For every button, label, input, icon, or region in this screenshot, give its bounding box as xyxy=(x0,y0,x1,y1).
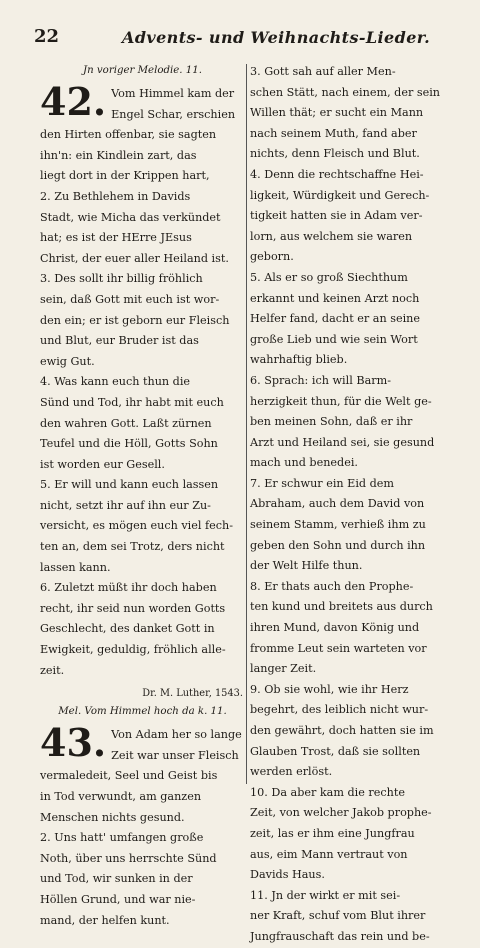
right-verse-5 xyxy=(250,268,445,371)
hymn-43-verse-2 xyxy=(40,828,245,931)
right-verse-9 xyxy=(250,680,445,783)
right-verse-3 xyxy=(250,62,445,165)
hymn-43-verse-2-line-5: mand, der helfen kunt. xyxy=(40,913,170,927)
right-verse-10-line-1: 10. Da aber kam die rechte xyxy=(250,785,405,799)
right-verse-3-line-2: schen Stätt, nach einem, der sein xyxy=(250,85,441,99)
hymn-43-first-line-1: Von Adam her so lange xyxy=(111,728,242,742)
right-verse-11-line-3: Jungfrauschaft das rein und be- xyxy=(250,929,430,943)
hymn-42-verse-4-line-1: 4. Was kann euch thun die xyxy=(40,375,191,389)
hymn-42-verse-6-line-3: Geschlecht, des danket Gott in xyxy=(40,622,215,636)
right-verse-10 xyxy=(250,783,445,886)
hymn-42-verse-6 xyxy=(40,578,245,681)
hymn-42-verse-3-line-2: sein, daß Gott mit euch ist wor- xyxy=(40,292,220,306)
right-verse-9-line-3: den gewährt, doch hatten sie im xyxy=(250,724,434,737)
right-verse-7-line-4: geben den Sohn und durch ihn xyxy=(250,538,426,552)
hymn-42-verse-4-line-3: den wahren Gott. Laßt zürnen xyxy=(40,416,212,430)
hymn-42-verse-4-line-2: Sünd und Tod, ihr habt mit euch xyxy=(40,395,224,409)
right-verse-11-line-1: 11. Jn der wirkt er mit sei- xyxy=(250,888,401,902)
right-verse-4-line-3: tigkeit hatten sie in Adam ver- xyxy=(250,209,423,223)
hymn-43-verse-2-line-1: 2. Uns hatt' umfangen große xyxy=(40,831,204,845)
hymn-42-verse-2-line-2: Stadt, wie Micha das verkündet xyxy=(40,210,221,224)
hymn-number-43: 43. xyxy=(40,720,107,766)
hymn-42-verse-6-line-5: zeit. xyxy=(40,663,65,677)
hymn-42-verse-3 xyxy=(40,269,245,372)
page-header xyxy=(34,18,458,58)
right-verse-11-line-2: ner Kraft, schuf vom Blut ihrer xyxy=(250,909,426,923)
right-verse-9-line-2: begehrt, des leiblich nicht wur- xyxy=(250,703,429,717)
right-verse-3-line-3: Willen thät; er sucht ein Mann xyxy=(250,106,424,120)
hymn-43-first-line-4: in Tod verwundt, am ganzen xyxy=(40,790,202,803)
right-verse-8-line-3: ihren Mund, davon König und xyxy=(250,621,420,635)
hymn-42-verse-6-line-1: 6. Zuletzt müßt ihr doch haben xyxy=(40,581,217,595)
hymn-42-verse-6-line-2: recht, ihr seid nun worden Gotts xyxy=(40,601,226,615)
right-verse-10-line-3: zeit, las er ihm eine Jungfrau xyxy=(250,826,415,840)
right-verse-4-line-5: geborn. xyxy=(250,250,294,264)
right-verse-9-line-5: werden erlöst. xyxy=(250,765,333,779)
right-verse-8-line-1: 8. Er thats auch den Prophe- xyxy=(250,579,414,593)
running-head: Advents- und Weihnachts-Lieder. xyxy=(122,28,431,47)
hymn-42-verse-4-line-4: Teufel und die Höll, Gotts Sohn xyxy=(40,437,218,451)
hymn-number-42: 42. xyxy=(40,79,107,124)
right-verse-4 xyxy=(250,165,445,268)
hymn-42-verse-5 xyxy=(40,475,245,578)
right-verse-9-line-1: 9. Ob sie wohl, wie ihr Herz xyxy=(250,682,409,696)
hymn-42-verse-3-line-4: und Blut, eur Bruder ist das xyxy=(40,334,199,348)
hymn-42-verse-5-line-4: ten an, dem sei Trotz, ders nicht xyxy=(40,540,225,554)
right-verse-8-line-4: fromme Leut sein warteten vor xyxy=(250,641,427,655)
right-verse-7 xyxy=(250,474,445,577)
hymn-43 xyxy=(40,720,245,931)
hymn-42-verse-2 xyxy=(40,187,245,269)
right-verse-10-line-5: Davids Haus. xyxy=(250,868,325,882)
hymn-42-verse-4-line-5: ist worden eur Gesell. xyxy=(40,457,165,471)
hymn-43-verse-2-line-4: Höllen Grund, und war nie- xyxy=(40,892,196,906)
right-verse-5-line-3: Helfer fand, dacht er an seine xyxy=(250,312,420,326)
hymn-42-verse-5-line-1: 5. Er will und kann euch lassen xyxy=(40,478,219,492)
hymn-42-verse-4 xyxy=(40,372,245,475)
right-verse-6-line-5: mach und benedei. xyxy=(250,456,358,470)
hymn-43-verse-2-line-2: Noth, über uns herrschte Sünd xyxy=(40,851,217,865)
hymn-42-verse-5-line-3: versicht, es mögen euch viel fech- xyxy=(40,519,234,533)
right-verse-7-line-3: seinem Stamm, verhieß ihm zu xyxy=(250,518,426,532)
hymn-42-first-line-5: liegt dort in der Krippen hart, xyxy=(40,169,210,183)
right-verse-9-line-4: Glauben Trost, daß sie sollten xyxy=(250,744,421,758)
right-column xyxy=(250,62,445,943)
hymn-42-verse-2-line-1: 2. Zu Bethlehem in Davids xyxy=(40,189,191,203)
hymn-42-author: Dr. M. Luther, 1543. xyxy=(142,688,243,700)
right-verse-3-line-4: nach seinem Muth, fand aber xyxy=(250,126,417,140)
right-verse-5-line-1: 5. Als er so groß Siechthum xyxy=(250,270,408,284)
hymn-42-first-line-2: Engel Schar, erschien xyxy=(111,107,236,121)
right-verse-4-line-1: 4. Denn die rechtschaffne Hei- xyxy=(250,167,424,181)
left-column xyxy=(40,62,245,927)
right-verse-6 xyxy=(250,371,445,474)
hymn-43-first-line-2: Zeit war unser Fleisch xyxy=(111,748,239,762)
right-verse-8-line-5: langer Zeit. xyxy=(250,662,317,676)
right-verse-10-line-4: aus, eim Mann vertraut von xyxy=(250,847,408,861)
hymn-42 xyxy=(40,79,245,703)
hymn-42-verse-6-line-4: Ewigkeit, geduldig, fröhlich alle- xyxy=(40,643,226,657)
hymn-42-first-line-1: Vom Himmel kam der xyxy=(111,87,235,100)
right-verse-6-line-3: ben meinen Sohn, daß er ihr xyxy=(250,415,413,429)
hymn-42-verse-5-line-2: nicht, setzt ihr auf ihn eur Zu- xyxy=(40,498,211,512)
right-verse-6-line-4: Arzt und Heiland sei, sie gesund xyxy=(250,435,435,449)
hymn-42-first-line-3: den Hirten offenbar, sie sagten xyxy=(40,128,217,142)
hymn-43-verse-2-line-3: und Tod, wir sunken in der xyxy=(40,872,193,886)
hymn-43-first-line-3: vermaledeit, Seel und Geist bis xyxy=(40,769,218,783)
melody-line-43: Mel. Vom Himmel hoch da k. 11. xyxy=(58,706,227,718)
right-verse-7-line-5: der Welt Hilfe thun. xyxy=(250,559,363,573)
right-verse-3-line-1: 3. Gott sah auf aller Men- xyxy=(250,65,396,78)
right-verse-3-line-5: nichts, denn Fleisch und Blut. xyxy=(250,147,420,161)
hymn-42-verse-3-line-1: 3. Des sollt ihr billig fröhlich xyxy=(40,272,203,286)
right-verse-8-line-2: ten kund und breitets aus durch xyxy=(250,600,433,614)
hymn-42-verse-5-line-5: lassen kann. xyxy=(40,560,111,574)
right-verse-7-line-1: 7. Er schwur ein Eid dem xyxy=(250,476,395,490)
right-verse-10-line-2: Zeit, von welcher Jakob prophe- xyxy=(250,806,432,820)
hymn-42-first-line-4: ihn'n: ein Kindlein zart, das xyxy=(40,148,197,162)
right-verse-6-line-1: 6. Sprach: ich will Barm- xyxy=(250,373,391,387)
column-divider xyxy=(246,64,247,784)
right-verse-11 xyxy=(250,886,445,948)
right-verse-4-line-2: ligkeit, Würdigkeit und Gerech- xyxy=(250,188,430,202)
melody-line-42: Jn voriger Melodie. 11. xyxy=(83,65,202,76)
hymn-42-verse-2-line-3: hat; es ist der HErre JEsus xyxy=(40,231,192,245)
right-verse-5-line-4: große Lieb und wie sein Wort xyxy=(250,332,418,346)
hymn-42-verse-3-line-5: ewig Gut. xyxy=(40,354,95,368)
right-verse-4-line-4: lorn, aus welchem sie waren xyxy=(250,229,413,243)
hymn-43-first-line-5: Menschen nichts gesund. xyxy=(40,810,185,824)
right-verse-5-line-5: wahrhaftig blieb. xyxy=(250,353,348,367)
right-verse-5-line-2: erkannt und keinen Arzt noch xyxy=(250,291,420,305)
right-verse-8 xyxy=(250,577,445,680)
right-verse-6-line-2: herzigkeit thun, für die Welt ge- xyxy=(250,394,432,408)
right-verse-7-line-2: Abraham, auch dem David von xyxy=(250,497,425,511)
hymn-42-verse-3-line-3: den ein; er ist geborn eur Fleisch xyxy=(40,313,230,327)
page-number: 22 xyxy=(34,26,60,47)
hymn-42-verse-2-line-4: Christ, der euer aller Heiland ist. xyxy=(40,251,229,265)
